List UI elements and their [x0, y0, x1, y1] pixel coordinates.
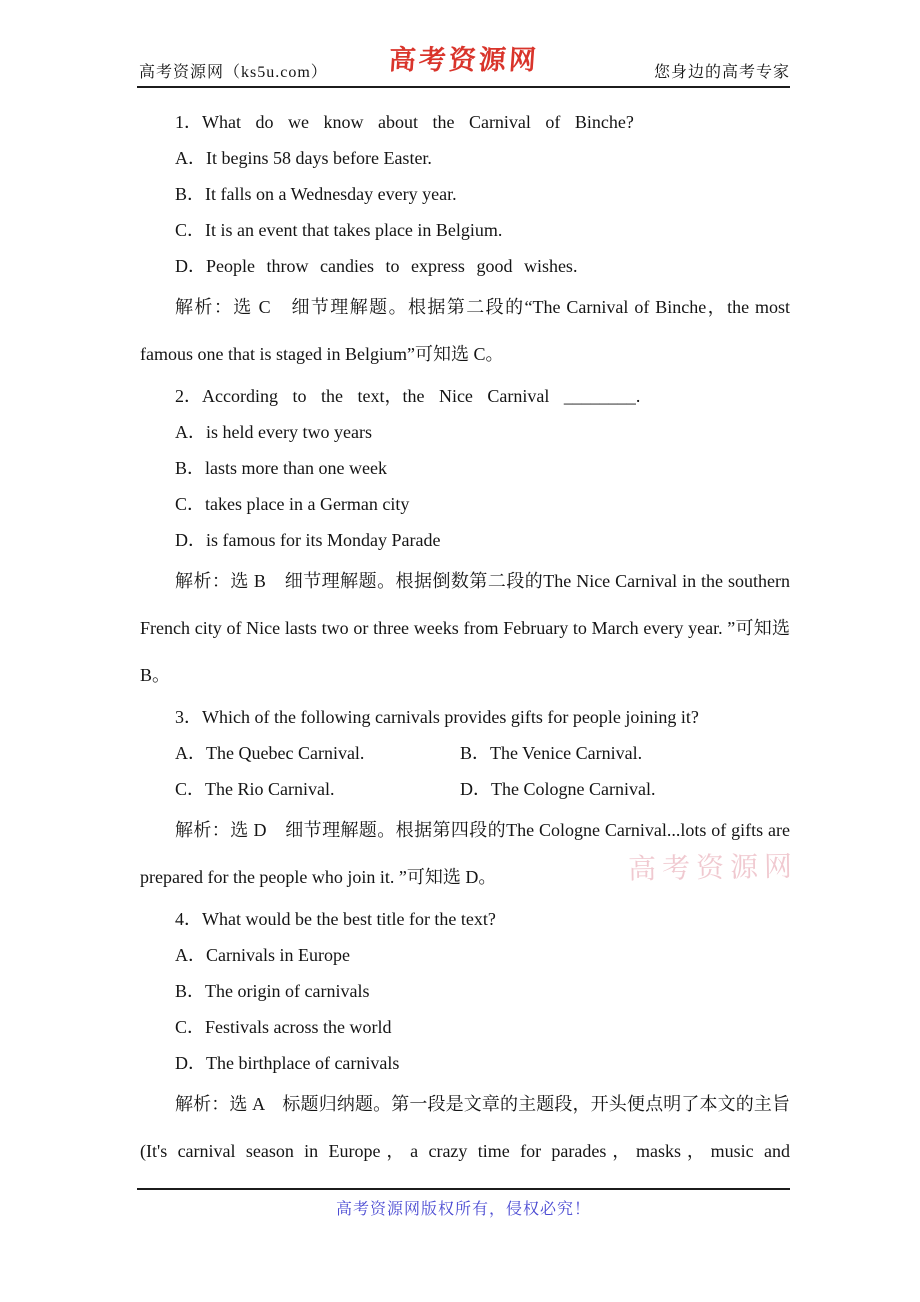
option-c: C．It is an event that takes place in Belgium. — [175, 220, 503, 240]
site-name-left: 高考资源网（ks5u.com） — [139, 64, 328, 81]
site-tagline: 您身边的高考专家 — [653, 64, 790, 81]
page-footer — [137, 1188, 790, 1219]
question-stem: 3．Which of the following carnivals provides gifts for people joining it? — [175, 707, 699, 727]
option-row — [140, 771, 790, 807]
question-stem: 1．What do we know about the Carnival of Binche? — [175, 112, 634, 132]
watermark-text: 高考资源网 — [627, 851, 799, 886]
option-d: D．The birthplace of carnivals — [175, 1053, 400, 1073]
question-stem: 4．What would be the best title for the text? — [175, 909, 496, 929]
option-row — [140, 735, 790, 771]
option-b: B．The Venice Carnival. — [460, 743, 643, 763]
option-b: B．It falls on a Wednesday every year. — [175, 184, 457, 204]
option-c: C．takes place in a German city — [175, 494, 410, 514]
option-a: A．is held every two years — [175, 422, 372, 442]
copyright-notice: 高考资源网版权所有，侵权必究！ — [335, 1201, 591, 1218]
option-b: B．lasts more than one week — [175, 458, 387, 478]
option-d: D．is famous for its Monday Parade — [175, 530, 441, 550]
option-c: C．The Rio Carnival. — [175, 779, 335, 799]
option-a: A．It begins 58 days before Easter. — [175, 148, 432, 168]
option-b: B．The origin of carnivals — [175, 981, 370, 1001]
question-stem: 2．According to the text，the Nice Carnival ________. — [175, 386, 641, 406]
site-logo: 高考资源网 — [387, 45, 540, 75]
analysis-text: 解析：选 B 细节理解题。根据倒数第二段的The Nice Carnival in the southern French city of Nice lasts two or three weeks from February to March every year. ”可知选 B。 — [140, 571, 790, 685]
question-content — [140, 104, 790, 1175]
option-a: A．Carnivals in Europe — [175, 945, 350, 965]
analysis-text: 解析：选 C 细节理解题。根据第二段的“The Carnival of Binche，the most famous one that is staged in Belgium”可知选 C。 — [140, 297, 790, 364]
analysis-text: 解析：选 D 细节理解题。根据第四段的The Cologne Carnival...lots of gifts are prepared for the people who join it. ”可知选 D。 — [140, 820, 790, 887]
option-c: C．Festivals across the world — [175, 1017, 392, 1037]
analysis-text: 解析：选 A 标题归纳题。第一段是文章的主题段，开头便点明了本文的主旨(It's carnival season in Europe，a crazy time for parades，masks，music and — [140, 1094, 790, 1161]
page-header — [137, 34, 790, 88]
option-a: A．The Quebec Carnival. — [175, 743, 365, 763]
option-d: D．The Cologne Carnival. — [460, 779, 656, 799]
option-d: D．People throw candies to express good wishes. — [175, 256, 578, 276]
